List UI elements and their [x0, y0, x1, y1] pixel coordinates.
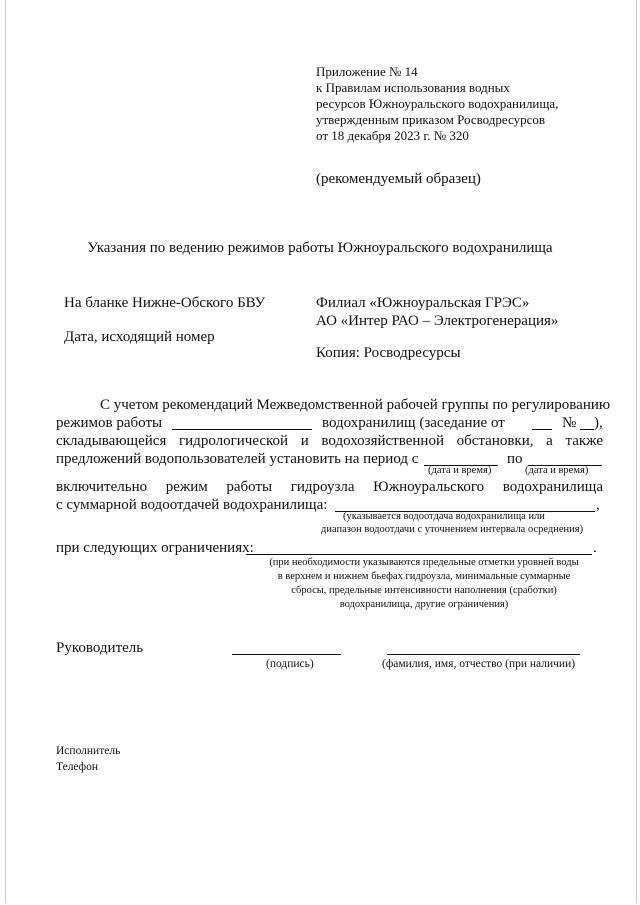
body-line-4-start: предложений водопользователей установить на период с: [56, 451, 419, 467]
hint-limits-2: в верхнем и нижнем бьефах гидроузла, минимальные суммарные: [277, 571, 571, 582]
phone-label: Телефон: [56, 761, 99, 773]
hint-date-start: (дата и время): [428, 465, 492, 476]
blank-meeting-date: [532, 429, 552, 430]
body-line-4-to: по: [507, 451, 523, 467]
hint-limits-3: сбросы, предельные интенсивности наполнения (сработки): [291, 585, 557, 596]
body-line-5: включительно режим работы гидроузла Южноуральского водохранилища: [56, 479, 603, 495]
body-line-2-mid: водохранилищ (заседание от: [322, 415, 505, 431]
body-line-7-end: .: [593, 540, 597, 556]
executor-label: Исполнитель: [56, 745, 121, 757]
body-line-2-start: режимов работы: [56, 415, 163, 431]
recipient-company: АО «Интер РАО – Электрогенерация»: [316, 313, 559, 329]
copy-recipient: Копия: Росводресурсы: [316, 345, 461, 361]
letterhead-note: На бланке Нижне-Обского БВУ: [64, 295, 266, 311]
hint-limits-4: водохранилища, другие ограничения): [339, 599, 509, 610]
body-line-2-number-sign: №: [562, 415, 577, 431]
name-line: [387, 654, 580, 655]
body-line-6-start: с суммарной водоотдачей водохранилища:: [56, 497, 328, 513]
hint-release-1: (указывается водоотдача водохранилища или: [343, 511, 545, 522]
hint-limits-1: (при необходимости указываются предельные отметки уровней воды: [269, 557, 579, 568]
body-line-6-end: ,: [596, 497, 600, 513]
appendix-date: от 18 декабря 2023 г. № 320: [316, 128, 469, 143]
signature-hint: (подпись): [266, 658, 314, 670]
recipient-branch: Филиал «Южноуральская ГРЭС»: [316, 295, 530, 311]
hint-date-end: (дата и время): [525, 465, 589, 476]
signature-line: [232, 654, 341, 655]
body-line-3: складывающейся гидрологической и водохозяйственной обстановки, а также: [56, 433, 603, 449]
appendix-line-3: ресурсов Южноуральского водохранилища,: [316, 96, 559, 111]
date-number-note: Дата, исходящий номер: [64, 329, 215, 345]
body-line-7-start: при следующих ограничениях:: [56, 540, 254, 556]
blank-reservoirs: [172, 429, 312, 430]
hint-release-2: диапазон водоотдачи с уточнением интервала осреднения): [321, 524, 584, 535]
appendix-line-4: утвержденным приказом Росводресурсов: [316, 112, 545, 127]
signatory-role: Руководитель: [56, 640, 144, 656]
blank-meeting-number: [580, 429, 594, 430]
body-line-1: С учетом рекомендаций Межведомственной рабочей группы по регулированию: [100, 397, 611, 413]
name-hint: (фамилия, имя, отчество (при наличии): [382, 658, 576, 670]
body-line-2-end: ),: [594, 415, 603, 431]
appendix-line-2: к Правилам использования водных: [316, 80, 510, 95]
document-title: Указания по ведению режимов работы Южноуральского водохранилища: [87, 240, 553, 256]
sample-note: (рекомендуемый образец): [316, 171, 481, 187]
blank-restrictions: [246, 554, 592, 555]
appendix-number: Приложение № 14: [316, 64, 418, 79]
